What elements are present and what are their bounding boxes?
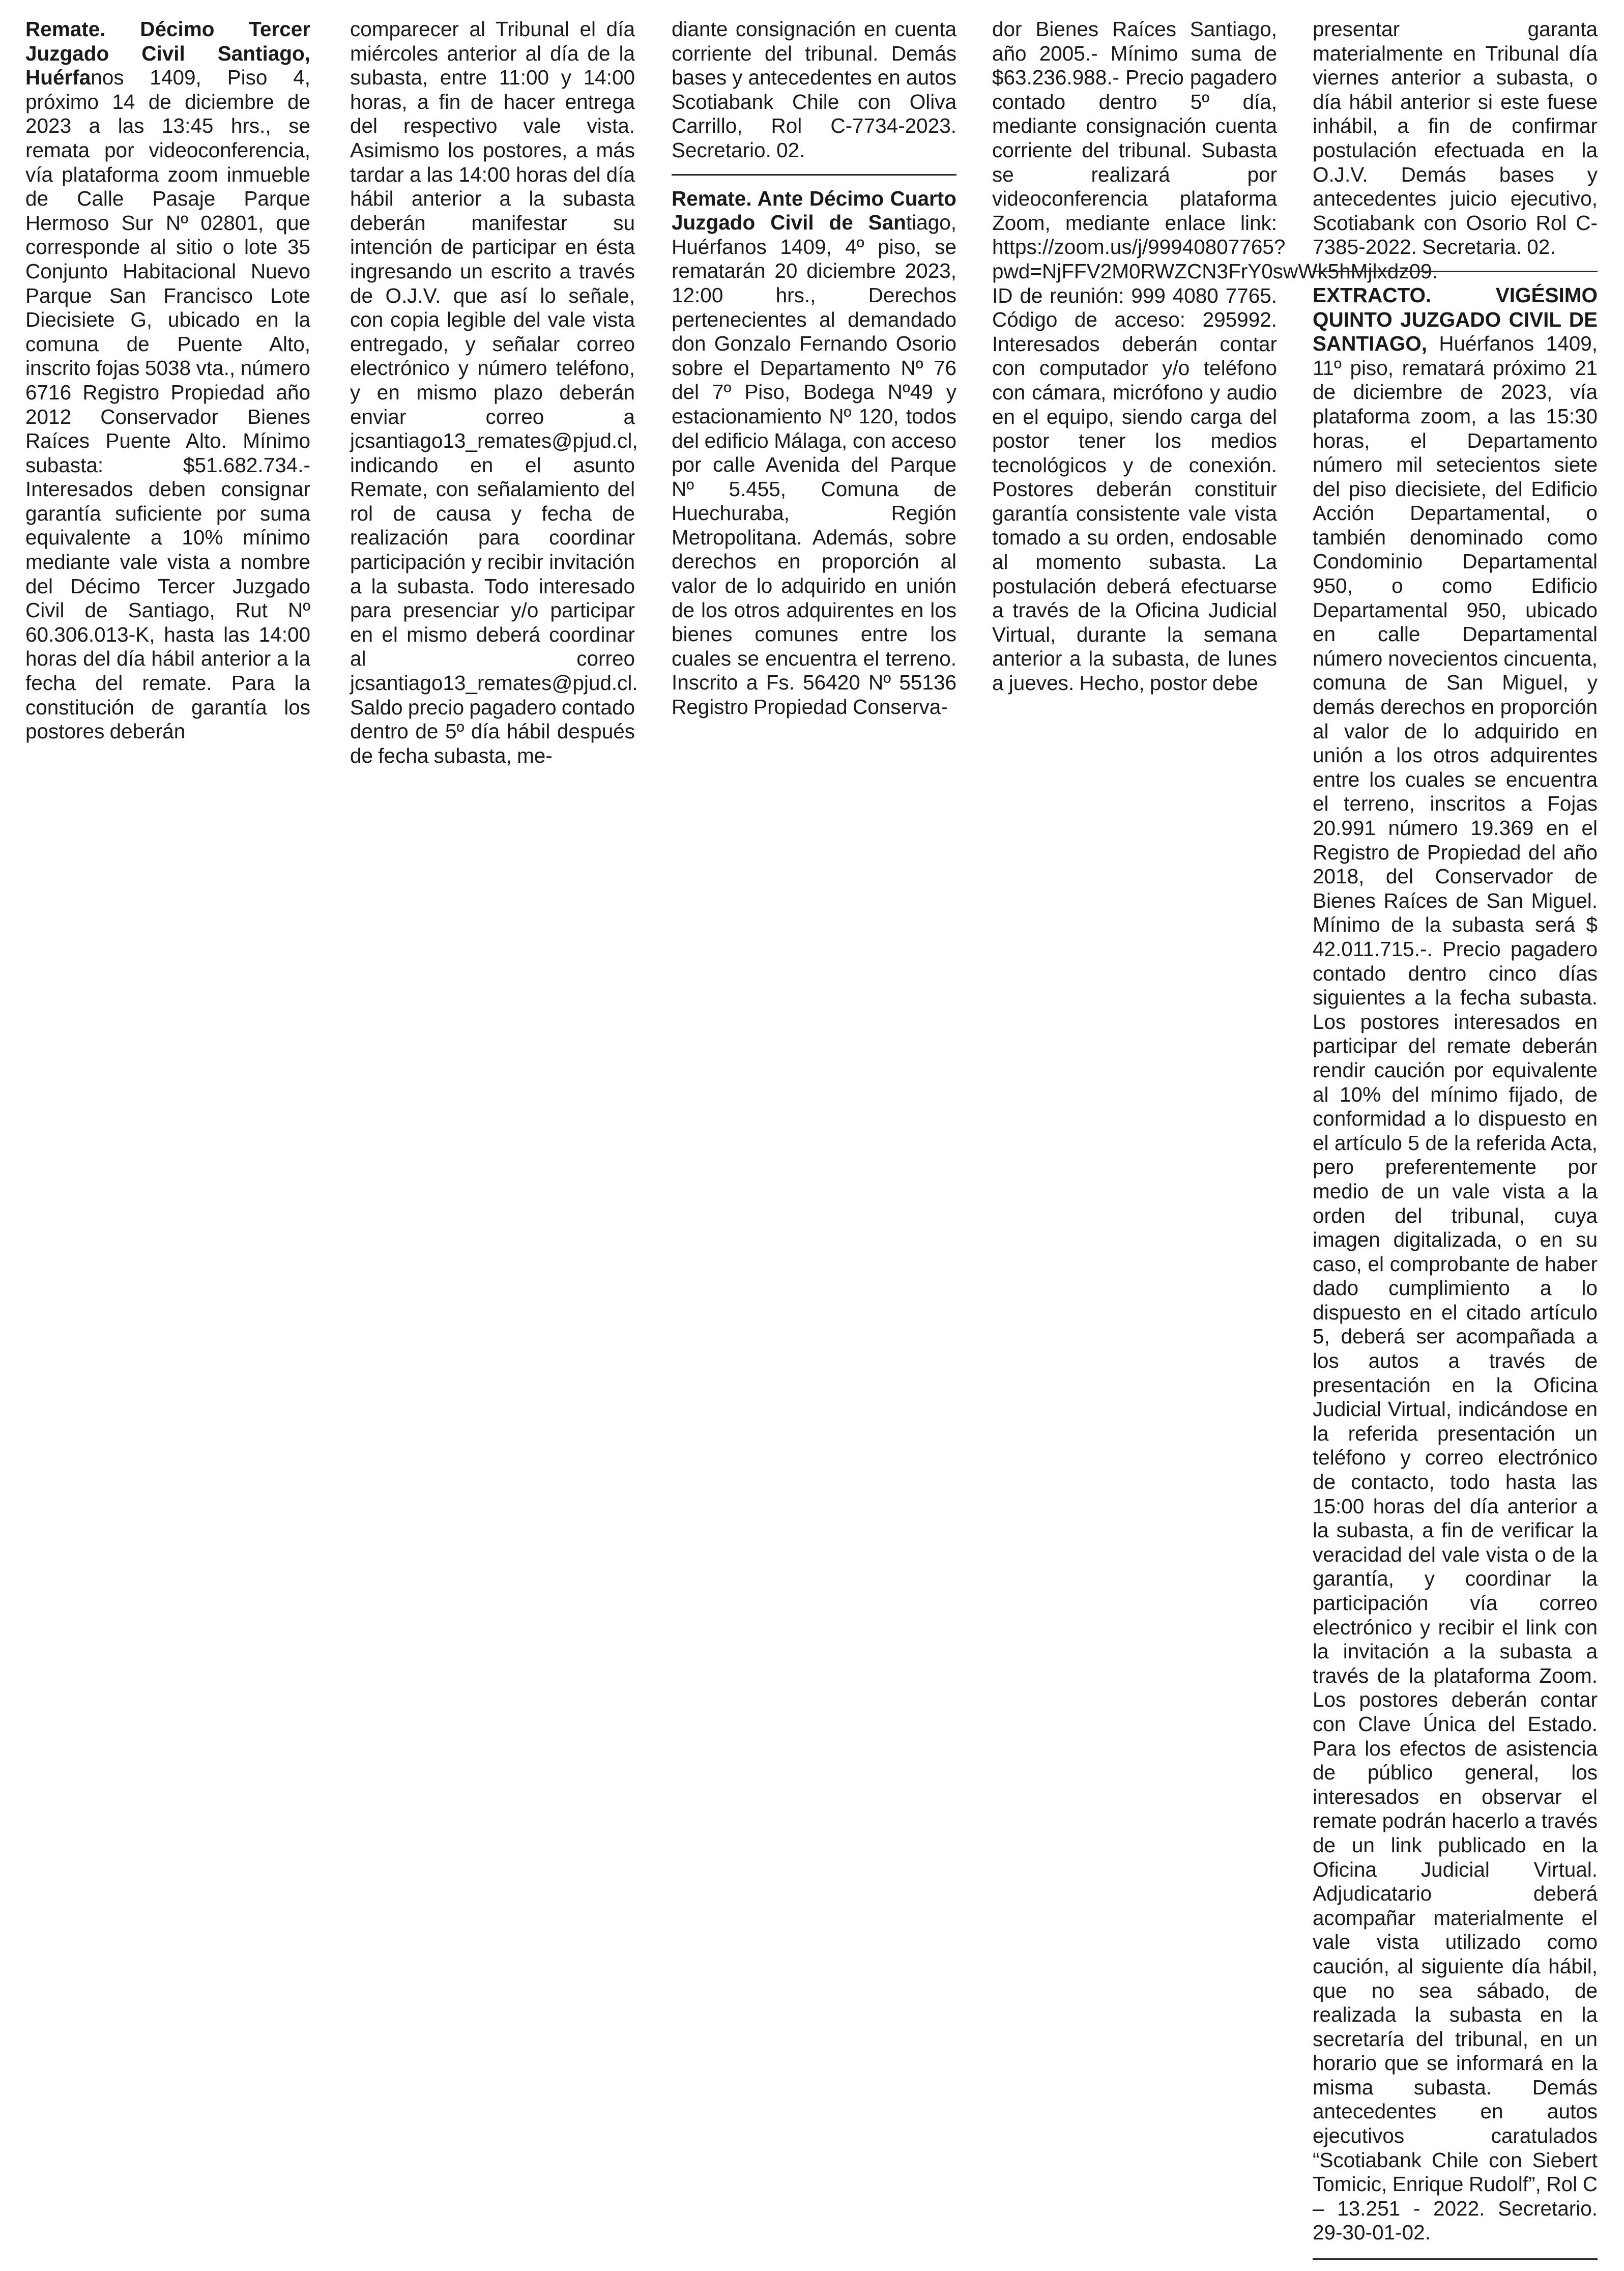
notice-body: nos 1409, Piso 4, próximo 14 de diciembre de 2023 a las 13:45 hrs., se remata por videoconferencia, vía plataforma zoom inmueble de Calle Pasaje Parque Hermoso Sur Nº 02801, que corresponde al sitio o lote 35 Conjunto Habitacional Nuevo Parque San Francisco Lote Diecisiete G, ubicado en la comuna de Puente Alto, inscrito fojas 5038 vta., número 6716 Registro Propiedad año 2012 Conservador Bienes Raíces Puente Alto. Mínimo subasta: $51.682.734.- Interesados deben consignar garantía suficiente por suma equivalente a 10% mínimo mediante vale vista a nombre del Décimo Tercer Juzgado Civil de Santiago, Rut Nº 60.306.013-K, hasta las 14:00 horas del día hábil anterior a la fecha del remate. Para la constitución de garantía los postores deberán — [25, 66, 310, 743]
notice-remate-13-juzgado — [25, 17, 310, 744]
notice-text — [25, 17, 310, 744]
notice-body: comparecer al Tribunal el día miércoles anterior al día de la subasta, entre 11:00 y 14:00 horas, a fin de hacer entrega del respectivo vale vista. Asimismo los postores, a más tardar a las 14:00 horas del día hábil anterior a la subasta deberán manifestar su intención de participar en ésta ingresando un escrito a través de O.J.V. que así lo señale, con copia legible del vale vista entregado, y señalar correo electrónico y número teléfono, y en mismo plazo deberán enviar correo a jcsantiago13_remates@pjud.cl, indicando en el asunto Remate, con señalamiento del rol de causa y fecha de realización para coordinar participación y recibir invitación a la subasta. Todo interesado para presenciar y/o participar en el mismo deberá coordinar al correo jcsantiago13_remates@pjud.cl. Saldo precio pagadero contado dentro de 5º día hábil después de fecha subasta, me- — [350, 17, 638, 767]
column-3 — [672, 17, 956, 720]
notice-extracto-25-juzgado — [1313, 283, 1598, 2245]
notice-body: tiago, Huérfanos 1409, 4º piso, se rematarán 20 diciembre 2023, 12:00 hrs., Derechos pertenecientes al demandado don Gonzalo Fernando Osorio sobre el Departamento Nº 76 del 7º Piso, Bodega Nº49 y estacionamiento Nº 120, todos del edificio Málaga, con acceso por calle Avenida del Parque Nº 5.455, Comuna de Huechuraba, Región Metropolitana. Además, sobre derechos en proporción al valor de lo adquirido en unión de los otros adquirentes en los bienes comunes entre los cuales se encuentra el terreno. Inscrito a Fs. 56420 Nº 55136 Registro Propiedad Conserva- — [672, 211, 956, 719]
notice-divider — [1313, 2258, 1598, 2260]
notice-text — [1313, 283, 1598, 2245]
notice-heading: Remate. Décimo Tercer Juzgado Civil Santiago, Huérfa — [25, 17, 310, 90]
notice-body: Huérfanos 1409, 11º piso, rematará próximo 21 de diciembre de 2023, vía plataforma zoom, a las 15:30 horas, el Departamento número mil setecientos siete del piso diecisiete, del Edificio Acción Departamental, o también denominado como Condominio Departamental 950, o como Edificio Departamental 950, ubicado en calle Departamental número novecientos cincuenta, comuna de San Miguel, y demás derechos en proporción al valor de lo adquirido en unión a los otros adquirentes entre los cuales se encuentra el terreno, inscritos a Fojas 20.991 número 19.369 en el Registro de Propiedad del año 2018, del Conservador de Bienes Raíces de San Miguel. Mínimo de la subasta será $ 42.011.715.-. Precio pagadero contado dentro cinco días siguientes a la fecha subasta. Los postores interesados en participar del remate deberán rendir caución por equivalente al 10% del mínimo fijado, de conformidad a lo dispuesto en el artículo 5 de la referida Acta, pero preferentemente por medio de un vale vista a la orden del tribunal, cuya imagen digitalizada, o en su caso, el comprobante de haber dado cumplimiento a lo dispuesto en el citado artículo 5, deberá ser acompañada a los autos a través de presentación en la Oficina Judicial Virtual, indicándose en la referida presentación un teléfono y correo electrónico de contacto, todo hasta las 15:00 horas del día anterior a la subasta, a fin de verificar la veracidad del vale vista o de la garantía, y coordinar la participación vía correo electrónico y recibir el link con la invitación a la subasta a través de la plataforma Zoom. Los postores deberán contar con Clave Única del Estado. Para los efectos de asistencia de público general, los interesados en observar el remate podrán hacerlo a través de un link publicado en la Oficina Judicial Virtual. Adjudicatario deberá acompañar materialmente el vale vista utilizado como caución, al siguiente día hábil, que no sea sábado, de realizada la subasta en la secretaría del tribunal, en un horario que se informará en la misma subasta. Demás antecedentes en autos ejecutivos caratulados “Scotiabank Chile con Siebert Tomicic, Enrique Rudolf”, Rol C – 13.251 - 2022. Secretario. 29-30-01-02. — [1313, 332, 1598, 2245]
notice-body: diante consignación en cuenta corriente del tribunal. Demás bases y antecedentes en autos Scotiabank Chile con Oliva Carrillo, Rol C-7734-2023. Secretario. 02. — [672, 17, 956, 162]
notice-heading: EXTRACTO. VIGÉSIMO QUINTO JUZGADO CIVIL DE SANTIAGO, — [1313, 283, 1598, 356]
notice-body: dor Bienes Raíces Santiago, año 2005.- Mínimo suma de $63.236.988.- Precio pagadero contado dentro 5º día, mediante consignación cuenta corriente del tribunal. Subasta se realizará por videoconferencia plataforma Zoom, mediante enlace link: https://zoom.us/j/99940807765?pwd=NjFFV2M0RWZCN3FrY0swWk5hMjlxdz09. ID de reunión: 999 4080 7765. Código de acceso: 295992. Interesados deberán contar con computador y/o teléfono con cámara, micrófono y audio en el equipo, siendo carga del postor tener los medios tecnológicos y de conexión. Postores deberán constituir garantía consistente vale vista tomado a su orden, endosable al momento subasta. La postulación deberá efectuarse a través de la Oficina Judicial Virtual, durante la semana anterior a la subasta, de lunes a jueves. Hecho, postor debe — [992, 17, 1438, 695]
notice-divider — [672, 174, 956, 176]
notice-text — [350, 17, 638, 768]
notice-remate-14-juzgado — [672, 187, 956, 720]
notice-text — [672, 17, 956, 163]
notice-remate-13-juzgado-continued — [350, 17, 638, 768]
column-4 — [992, 17, 1438, 696]
column-1 — [25, 17, 310, 744]
notice-divider — [1313, 271, 1598, 272]
notice-remate-14-juzgado-end — [1313, 17, 1598, 260]
notice-remate-13-juzgado-end — [672, 17, 956, 163]
notice-heading: Remate. Ante Décimo Cuarto Juzgado Civil de San — [672, 186, 956, 235]
column-2 — [350, 17, 638, 768]
notice-body: presentar garanta materialmente en Tribunal día viernes anterior a subasta, o día hábil anterior si este fuese inhábil, a fin de confirmar postulación efectuada en la O.J.V. Demás bases y antecedentes juicio ejecutivo, Scotiabank con Osorio Rol C-7385-2022. Secretaria. 02. — [1313, 17, 1598, 259]
notice-text — [1313, 17, 1598, 260]
notice-text — [992, 17, 1438, 696]
notice-text — [672, 187, 956, 720]
notice-remate-14-juzgado-continued — [992, 17, 1438, 696]
column-5 — [1313, 17, 1598, 2271]
